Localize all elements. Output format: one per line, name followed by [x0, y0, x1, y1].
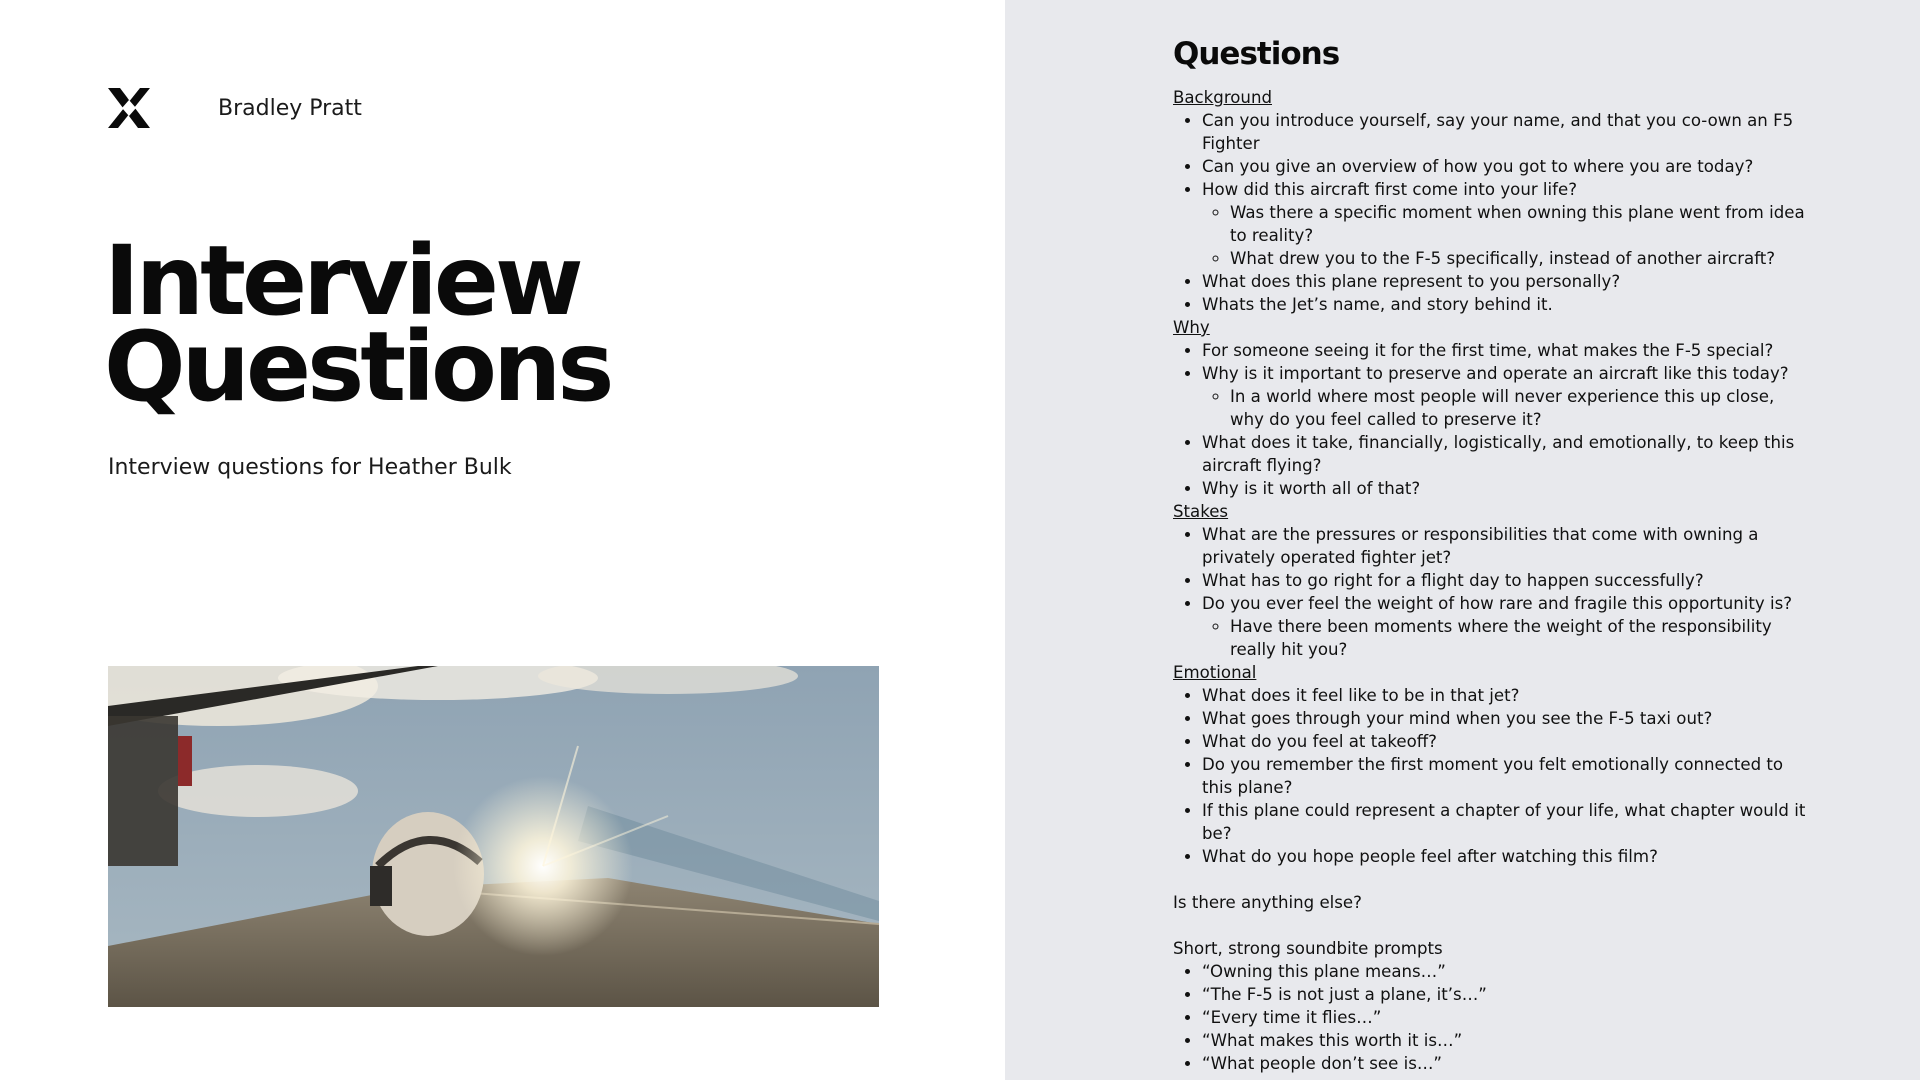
emotional-questions	[1173, 684, 1813, 868]
list-item-text: Do you ever feel the weight of how rare and fragile this opportunity is?	[1202, 594, 1793, 613]
list-item: • Can you give an overview of how you got to where you are today?	[1202, 155, 1813, 178]
subtitle: Interview questions for Heather Bulk	[108, 455, 512, 480]
title-line-1: Interview	[104, 225, 580, 337]
list-item-text: Why is it important to preserve and operate an aircraft like this today?	[1202, 364, 1789, 383]
author-name: Bradley Pratt	[218, 96, 362, 121]
list-item	[1202, 362, 1813, 431]
list-item: • For someone seeing it for the first time, what makes the F-5 special?	[1202, 339, 1813, 362]
soundbites-heading: Short, strong soundbite prompts	[1173, 939, 1443, 958]
section-heading-stakes: Stakes	[1173, 502, 1229, 521]
page-title	[104, 225, 611, 423]
sub-questions	[1202, 385, 1813, 431]
section-heading-emotional: Emotional	[1173, 663, 1257, 682]
sub-list-item: ◦ In a world where most people will never experience this up close, why do you feel called to preserve it?	[1230, 385, 1813, 431]
x-logo-icon	[106, 86, 152, 130]
list-item: • If this plane could represent a chapter of your life, what chapter would it be?	[1202, 799, 1813, 845]
list-item: • Do you remember the first moment you felt emotionally connected to this plane?	[1202, 753, 1813, 799]
list-item: • Why is it worth all of that?	[1202, 477, 1813, 500]
section-heading-why: Why	[1173, 318, 1210, 337]
closing-question: Is there anything else?	[1173, 893, 1362, 912]
cockpit-photo	[108, 666, 879, 1007]
list-item	[1202, 592, 1813, 661]
list-item: • “Owning this plane means…”	[1202, 960, 1813, 983]
background-questions	[1173, 109, 1813, 316]
list-item: • “What makes this worth it is…”	[1202, 1029, 1813, 1052]
sub-list-item: ◦ Have there been moments where the weight of the responsibility really hit you?	[1230, 615, 1813, 661]
title-line-2: Questions	[104, 311, 611, 423]
why-questions	[1173, 339, 1813, 500]
list-item: • “Every time it flies…”	[1202, 1006, 1813, 1029]
list-item: • Can you introduce yourself, say your name, and that you co-own an F5 Fighter	[1202, 109, 1813, 155]
list-item: • What does it feel like to be in that jet?	[1202, 684, 1813, 707]
list-item: • “The F-5 is not just a plane, it’s…”	[1202, 983, 1813, 1006]
sub-questions	[1202, 201, 1813, 270]
list-item-text: How did this aircraft first come into your life?	[1202, 180, 1578, 199]
list-item: • What goes through your mind when you see the F-5 taxi out?	[1202, 707, 1813, 730]
list-item: • What does it take, financially, logistically, and emotionally, to keep this aircraft flying?	[1202, 431, 1813, 477]
spacer	[1173, 868, 1813, 891]
list-item	[1202, 178, 1813, 270]
list-item: • What does this plane represent to you personally?	[1202, 270, 1813, 293]
sub-list-item: ◦ Was there a specific moment when owning this plane went from idea to reality?	[1230, 201, 1813, 247]
list-item: • What do you feel at takeoff?	[1202, 730, 1813, 753]
section-heading-background: Background	[1173, 88, 1272, 107]
sub-questions	[1202, 615, 1813, 661]
list-item: • What has to go right for a flight day to happen successfully?	[1202, 569, 1813, 592]
questions-title: Questions	[1173, 36, 1340, 72]
questions-list	[1173, 86, 1813, 1075]
stakes-questions	[1173, 523, 1813, 661]
list-item: • What do you hope people feel after watching this film?	[1202, 845, 1813, 868]
list-item: • “What people don’t see is…”	[1202, 1052, 1813, 1075]
spacer	[1173, 914, 1813, 937]
list-item: • Whats the Jet’s name, and story behind it.	[1202, 293, 1813, 316]
list-item: • What are the pressures or responsibilities that come with owning a privately operated fighter jet?	[1202, 523, 1813, 569]
soundbite-prompts	[1173, 960, 1813, 1075]
sub-list-item: ◦ What drew you to the F-5 specifically, instead of another aircraft?	[1230, 247, 1813, 270]
